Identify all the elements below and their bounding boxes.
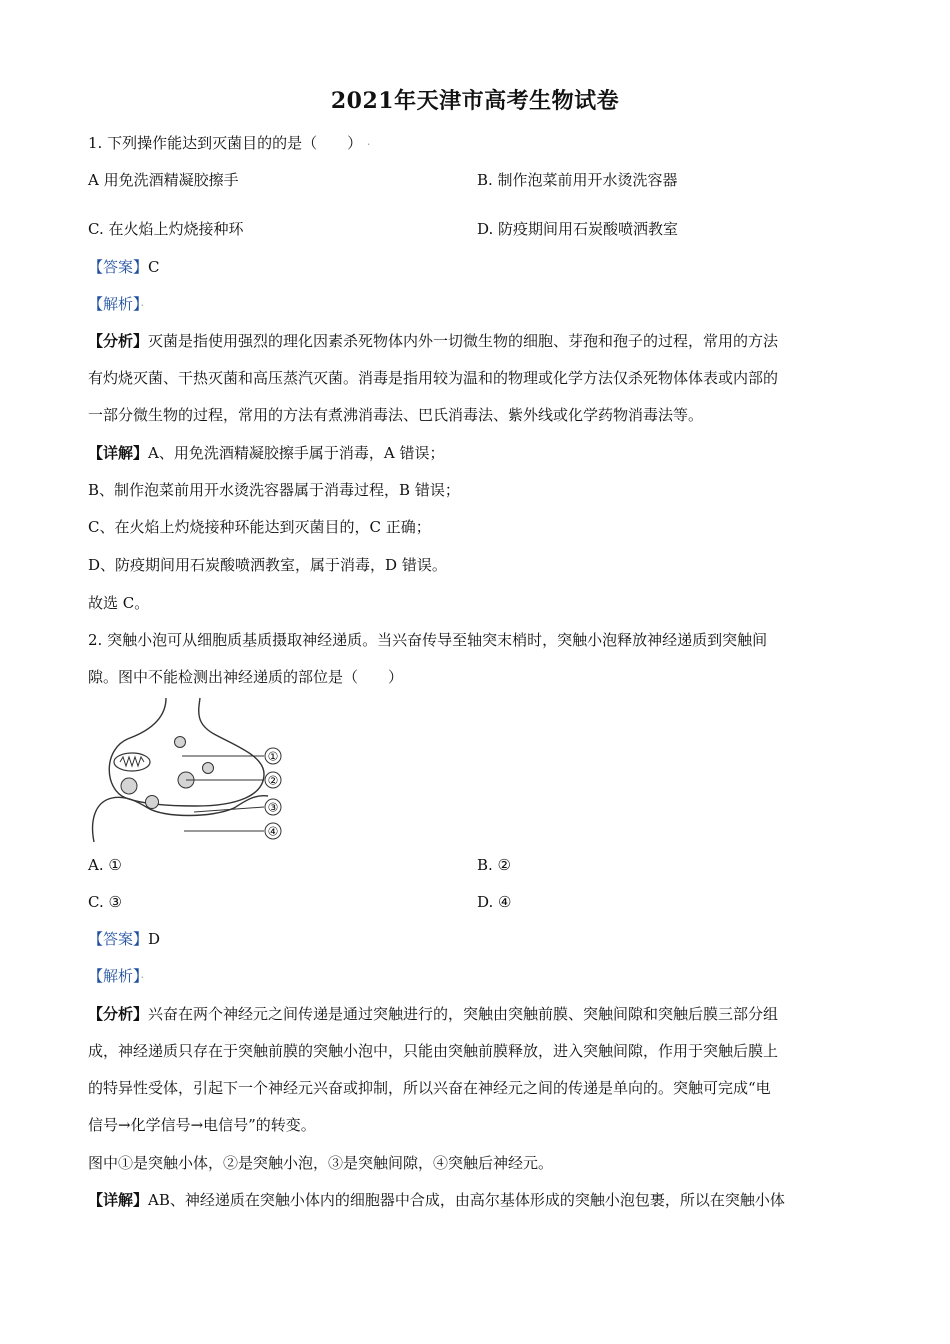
answer-tag: 【答案】 bbox=[88, 258, 149, 276]
label-2: ② bbox=[267, 773, 279, 788]
paragraph-mark: · bbox=[140, 299, 145, 312]
synaptic-vesicle bbox=[146, 796, 159, 809]
label-3: ③ bbox=[267, 800, 279, 815]
q2-stem-line-2: 隙。图中不能检测出神经递质的部位是（ ） bbox=[88, 668, 404, 686]
q1-answer bbox=[88, 257, 160, 277]
leader-line-3 bbox=[194, 807, 264, 812]
q1-option-a: A 用免洗酒精凝胶擦手 bbox=[88, 171, 239, 189]
label-4: ④ bbox=[267, 824, 279, 839]
paragraph-mark: · bbox=[366, 138, 371, 151]
q1-fenxi-line-3: 一部分微生物的过程，常用的方法有煮沸消毒法、巴氏消毒法、紫外线或化学药物消毒法等。 bbox=[88, 406, 704, 424]
q1-xiangjie-line-3: C、在火焰上灼烧接种环能达到灭菌目的，C 正确； bbox=[88, 518, 431, 536]
xiangjie-tag: 【详解】 bbox=[88, 444, 149, 462]
q1-fenxi-line-1 bbox=[88, 331, 778, 351]
q2-fenxi-line-3: 的特异性受体，引起下一个神经元兴奋或抑制，所以兴奋在神经元之间的传递是单向的。突触可完成“电 bbox=[88, 1079, 771, 1097]
q1-xiangjie-line-2: B、制作泡菜前用开水烫洗容器属于消毒过程，B 错误； bbox=[88, 481, 460, 499]
analysis-tag: 【解析】 bbox=[88, 295, 141, 313]
fenxi-text: 灭菌是指使用强烈的理化因素杀死物体内外一切微生物的细胞、芽孢和孢子的过程，常用的方法 bbox=[148, 332, 779, 350]
page-title: 2021年天津市高考生物试卷 bbox=[330, 88, 620, 114]
answer-value: D bbox=[148, 930, 161, 948]
q2-option-b: B. ② bbox=[477, 856, 512, 874]
synaptic-vesicle bbox=[121, 778, 137, 794]
analysis-tag: 【解析】 bbox=[88, 967, 141, 985]
xiangjie-text: AB、神经递质在突触小体内的细胞器中合成，由高尔基体形成的突触小泡包裹，所以在突触小体 bbox=[148, 1191, 785, 1209]
q1-analysis-heading bbox=[88, 294, 144, 316]
q1-stem bbox=[88, 133, 370, 155]
q2-answer bbox=[88, 929, 160, 949]
synapse-figure bbox=[86, 694, 296, 844]
mitochondrion bbox=[114, 753, 150, 771]
q1-fenxi-line-2: 有灼烧灭菌、干热灭菌和高压蒸汽灭菌。消毒是指用较为温和的物理或化学方法仅杀死物体体表或内部的 bbox=[88, 369, 779, 387]
q2-stem-line-1: 2. 突触小泡可从细胞质基质摄取神经递质。当兴奋传导至轴突末梢时，突触小泡释放神经递质到突触间 bbox=[88, 631, 768, 649]
q1-stem-text: 1. 下列操作能达到灭菌目的的是（ ） bbox=[88, 134, 363, 152]
paragraph-mark: · bbox=[140, 971, 145, 984]
synaptic-vesicle bbox=[175, 737, 186, 748]
answer-value: C bbox=[148, 258, 160, 276]
q2-xiangjie-line-1 bbox=[88, 1190, 785, 1210]
q2-option-c: C. ③ bbox=[88, 893, 122, 911]
xiangjie-text: A、用免洗酒精凝胶擦手属于消毒，A 错误； bbox=[148, 444, 445, 462]
xiangjie-tag: 【详解】 bbox=[88, 1191, 149, 1209]
q1-option-b: B. 制作泡菜前用开水烫洗容器 bbox=[477, 171, 678, 189]
q2-fenxi-line-4: 信号→化学信号→电信号”的转变。 bbox=[88, 1116, 316, 1134]
q2-fenxi-line-1 bbox=[88, 1004, 778, 1024]
synaptic-vesicle bbox=[203, 763, 214, 774]
q2-option-a: A. ① bbox=[88, 856, 122, 874]
q1-option-c: C. 在火焰上灼烧接种环 bbox=[88, 220, 244, 238]
q1-xiangjie-line-4: D、防疫期间用石炭酸喷洒教室，属于消毒，D 错误。 bbox=[88, 556, 447, 574]
q1-option-d: D. 防疫期间用石炭酸喷洒教室 bbox=[477, 220, 679, 238]
q1-xiangjie-line-1 bbox=[88, 443, 444, 463]
label-1: ① bbox=[267, 749, 279, 764]
q2-fenxi-line-2: 成，神经递质只存在于突触前膜的突触小泡中，只能由突触前膜释放，进入突触间隙，作用于突触后膜上 bbox=[88, 1042, 779, 1060]
fenxi-text: 兴奋在两个神经元之间传递是通过突触进行的，突触由突触前膜、突触间隙和突触后膜三部分组 bbox=[148, 1005, 779, 1023]
q1-conclusion: 故选 C。 bbox=[88, 594, 150, 612]
q2-option-d: D. ④ bbox=[477, 893, 512, 911]
fenxi-tag: 【分析】 bbox=[88, 332, 149, 350]
fenxi-tag: 【分析】 bbox=[88, 1005, 149, 1023]
q2-analysis-heading bbox=[88, 966, 144, 988]
answer-tag: 【答案】 bbox=[88, 930, 149, 948]
q2-figure-note: 图中①是突触小体，②是突触小泡，③是突触间隙，④突触后神经元。 bbox=[88, 1154, 554, 1172]
